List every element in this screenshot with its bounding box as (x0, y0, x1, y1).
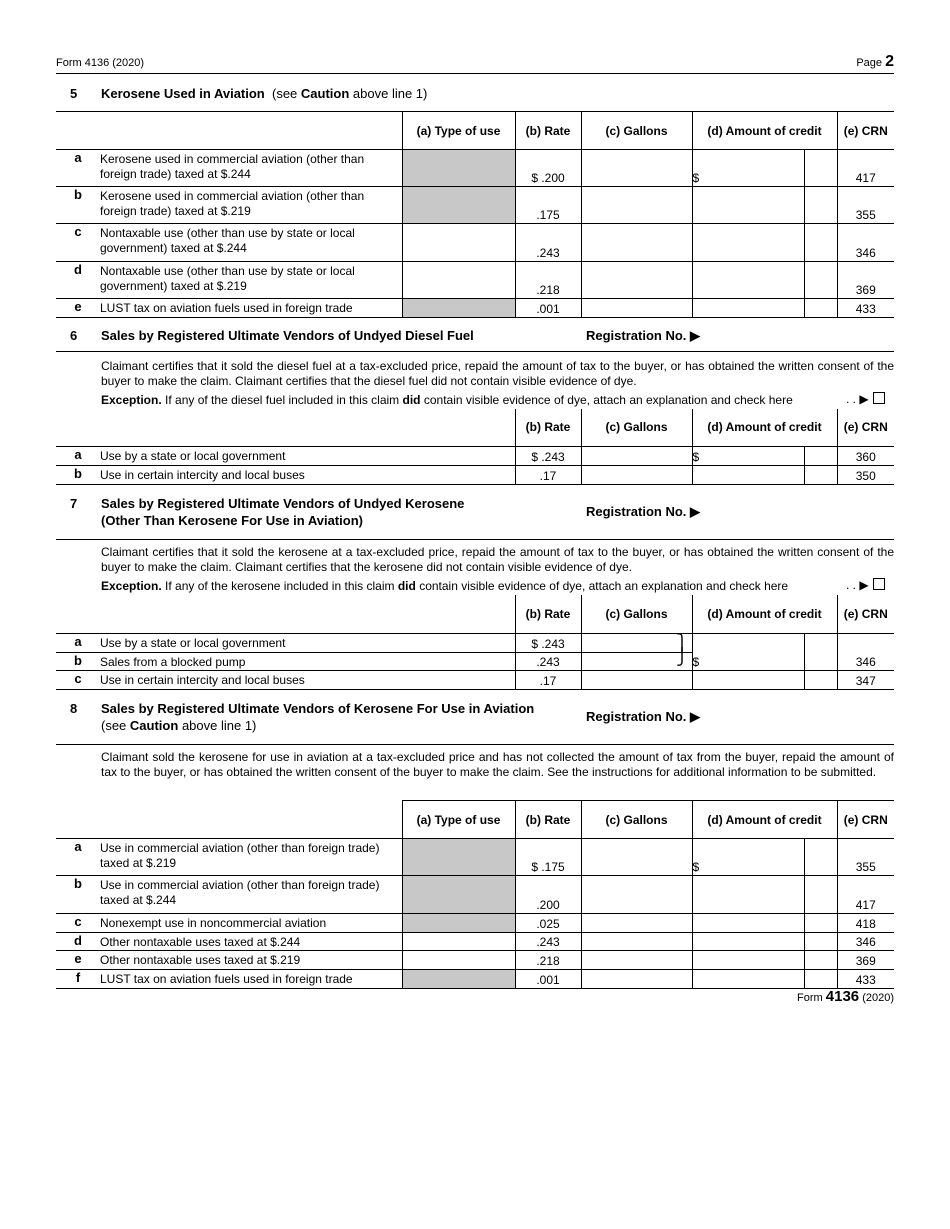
gallons-input[interactable] (581, 446, 692, 465)
amount-input[interactable]: $ (692, 150, 804, 187)
section8-title: Sales by Registered Ultimate Vendors of Kerosene For Use in Aviation (see Caution above line 1) (101, 701, 535, 733)
amount-input[interactable] (692, 970, 804, 989)
gallons-input[interactable] (581, 970, 692, 989)
table-row: e LUST tax on aviation fuels used in foreign trade .001 433 (56, 299, 894, 318)
col-amount: (d) Amount of credit (692, 112, 837, 150)
col-amount: (d) Amount of credit (692, 595, 837, 633)
section6-registration-label: Registration No. ▶ (586, 328, 701, 343)
amount-input[interactable]: $ (692, 633, 804, 670)
section7-divider (56, 539, 894, 540)
section7-check-wrap: . . ▶ (846, 578, 885, 592)
type-of-use-input[interactable] (402, 262, 515, 299)
col-amount: (d) Amount of credit (692, 801, 837, 839)
section8-table (56, 800, 894, 989)
col-gallons: (c) Gallons (581, 112, 692, 150)
col-crn: (e) CRN (837, 112, 894, 150)
section5-title: Kerosene Used in Aviation (see Caution above line 1) (101, 86, 428, 101)
table-row: a Use by a state or local government $ .243 $ 346 (56, 633, 894, 652)
section7-paragraph: Claimant certifies that it sold the kerosene at a tax-excluded price, repaid the amount of tax to the buyer, or has obtained the written consent of the buyer to make the claim. Claimant certifies that the kerosene did not contain visible evidence of dye. (101, 545, 894, 574)
table-row: b Kerosene used in commercial aviation (other than foreign trade) taxed at $.219 .175 355 (56, 187, 894, 224)
section6-check-wrap: . . ▶ (846, 392, 885, 406)
gallons-input[interactable] (581, 465, 692, 484)
amount-input[interactable]: $ (692, 839, 804, 876)
brace-icon: ⎭ (676, 649, 688, 666)
page-indicator (856, 53, 894, 71)
brace-icon: ⎫ (676, 635, 688, 652)
table-row: c Nonexempt use in noncommercial aviation .025 418 (56, 914, 894, 933)
table-row: a Use in commercial aviation (other than foreign trade) taxed at $.219 $ .175 $ 355 (56, 839, 894, 876)
col-type-of-use: (a) Type of use (402, 112, 515, 150)
amount-input[interactable]: $ (692, 446, 804, 465)
form-footer: Form 4136 (2020) (797, 988, 894, 1005)
amount-input[interactable] (692, 914, 804, 933)
table-row: c Use in certain intercity and local buses .17 347 (56, 670, 894, 689)
section7-registration-label: Registration No. ▶ (586, 504, 701, 519)
section7-table (56, 595, 894, 690)
table-row: b Use in commercial aviation (other than foreign trade) taxed at $.244 .200 417 (56, 876, 894, 914)
table-row: d Other nontaxable uses taxed at $.244 .243 346 (56, 933, 894, 951)
gallons-input[interactable] (581, 914, 692, 933)
gallons-input[interactable] (581, 299, 692, 318)
amount-input[interactable] (692, 670, 804, 689)
section6-exception: Exception. If any of the diesel fuel included in this claim did contain visible evidence of dye, attach an explanation and check here (101, 393, 793, 407)
type-of-use-input[interactable] (402, 933, 515, 951)
section6-number: 6 (70, 328, 78, 343)
gallons-input[interactable] (581, 933, 692, 951)
page-number: 2 (885, 53, 894, 70)
col-amount: (d) Amount of credit (692, 409, 837, 446)
section7-title: Sales by Registered Ultimate Vendors of Undyed Kerosene (Other Than Kerosene For Use in Aviation) (101, 496, 465, 528)
type-of-use-input[interactable] (402, 951, 515, 970)
table-row: a Kerosene used in commercial aviation (other than foreign trade) taxed at $.244 $ .200 $ 417 (56, 150, 894, 187)
gallons-input[interactable] (581, 670, 692, 689)
amount-input[interactable] (692, 933, 804, 951)
page-label: Page (856, 57, 883, 69)
table-row: f LUST tax on aviation fuels used in foreign trade .001 433 (56, 970, 894, 989)
col-rate: (b) Rate (515, 112, 581, 150)
col-crn: (e) CRN (837, 801, 894, 839)
amount-input[interactable] (692, 299, 804, 318)
amount-input[interactable] (692, 951, 804, 970)
section8-paragraph: Claimant sold the kerosene for use in aviation at a tax-excluded price and has not collected the amount of tax from the buyer, repaid the amount of tax to the buyer, or has obtained the written consent of the buyer to make the claim. See the instructions for additional information to be submitted. (101, 750, 894, 779)
section8-divider (56, 744, 894, 745)
table-row: b Sales from a blocked pump .243 (56, 652, 894, 670)
amount-input[interactable] (692, 465, 804, 484)
amount-input[interactable] (692, 224, 804, 262)
table-row: d Nontaxable use (other than use by state or local government) taxed at $.219 .218 369 (56, 262, 894, 299)
col-type-of-use: (a) Type of use (402, 801, 515, 839)
col-rate: (b) Rate (515, 409, 581, 446)
amount-input[interactable] (692, 876, 804, 914)
section6-paragraph: Claimant certifies that it sold the diesel fuel at a tax-excluded price, repaid the amount of tax to the buyer, or has obtained the written consent of the buyer to make the claim. Claimant certifies that the diesel fuel did not contain visible evidence of dye. (101, 359, 894, 388)
gallons-input[interactable] (581, 876, 692, 914)
gallons-input[interactable] (581, 951, 692, 970)
col-gallons: (c) Gallons (581, 595, 692, 633)
section6-divider (56, 351, 894, 352)
gallons-input[interactable] (581, 150, 692, 187)
section5-number: 5 (70, 86, 78, 101)
table-row: b Use in certain intercity and local buses .17 350 (56, 465, 894, 484)
header-divider (56, 73, 894, 74)
gallons-input[interactable] (581, 839, 692, 876)
table-row: a Use by a state or local government $ .243 $ 360 (56, 446, 894, 465)
col-rate: (b) Rate (515, 595, 581, 633)
gallons-input[interactable] (581, 224, 692, 262)
section7-number: 7 (70, 496, 78, 511)
amount-input[interactable] (692, 262, 804, 299)
type-of-use-input[interactable] (402, 224, 515, 262)
form-label: Form 4136 (2020) (56, 57, 145, 69)
section6-title: Sales by Registered Ultimate Vendors of Undyed Diesel Fuel (101, 328, 474, 343)
col-crn: (e) CRN (837, 595, 894, 633)
col-gallons: (c) Gallons (581, 409, 692, 446)
table-row: e Other nontaxable uses taxed at $.219 .218 369 (56, 951, 894, 970)
section6-table (56, 409, 894, 485)
section6-dye-checkbox[interactable] (873, 392, 885, 404)
section5-table (56, 111, 894, 318)
amount-input[interactable] (692, 187, 804, 224)
section7-dye-checkbox[interactable] (873, 578, 885, 590)
col-rate: (b) Rate (515, 801, 581, 839)
section7-exception: Exception. If any of the kerosene included in this claim did contain visible evidence of dye, attach an explanation and check here (101, 579, 789, 593)
col-gallons: (c) Gallons (581, 801, 692, 839)
col-crn: (e) CRN (837, 409, 894, 446)
gallons-input[interactable] (581, 262, 692, 299)
table-row: c Nontaxable use (other than use by state or local government) taxed at $.244 .243 346 (56, 224, 894, 262)
section8-registration-label: Registration No. ▶ (586, 709, 701, 724)
section8-number: 8 (70, 701, 78, 716)
gallons-input[interactable] (581, 187, 692, 224)
